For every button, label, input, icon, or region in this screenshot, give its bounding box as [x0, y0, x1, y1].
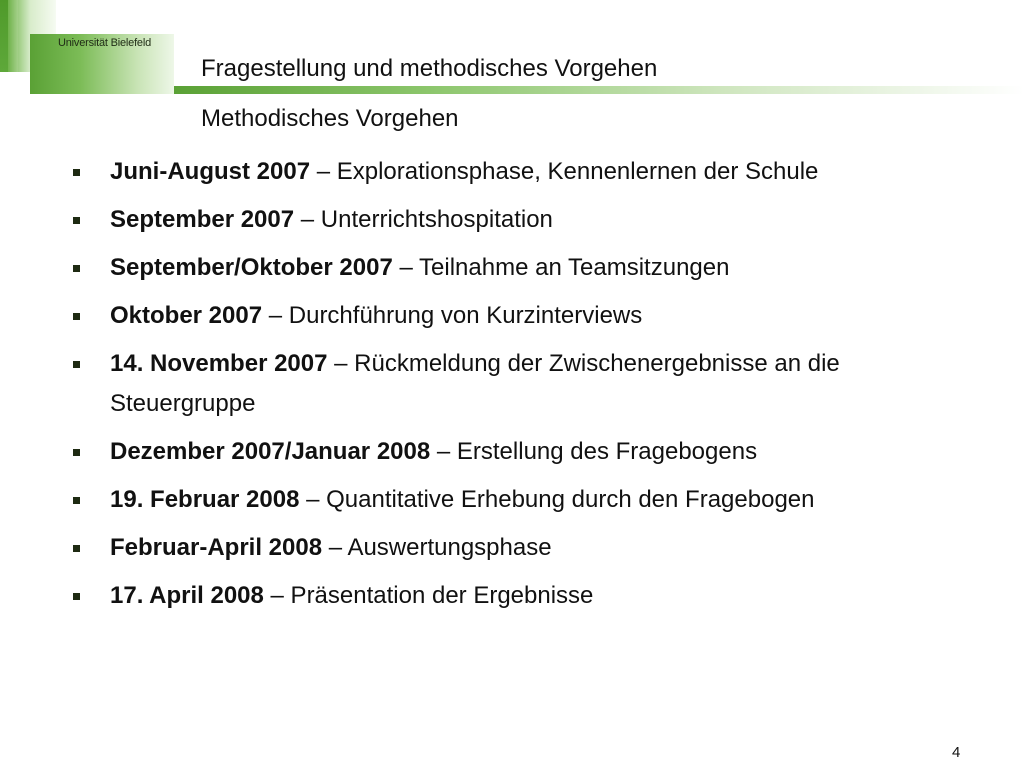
- bullet-date: 14. November 2007: [110, 350, 328, 377]
- header-decoration: [0, 0, 1024, 100]
- list-item: [70, 528, 970, 568]
- list-item: [70, 152, 970, 192]
- bullet-marker-icon: [73, 545, 80, 552]
- bullet-marker-icon: [73, 313, 80, 320]
- list-item: [70, 432, 970, 472]
- bullet-marker-icon: [73, 361, 80, 368]
- page-number: 4: [952, 744, 961, 761]
- bullet-text: – Unterrichtshospitation: [294, 206, 553, 233]
- list-item: [70, 200, 970, 240]
- header-stripe: [8, 0, 18, 72]
- bullet-marker-icon: [73, 169, 80, 176]
- slide-subtitle: Methodisches Vorgehen: [201, 105, 459, 132]
- list-item: [70, 480, 970, 520]
- university-logo-text: Universität Bielefeld: [58, 37, 152, 49]
- list-item: [70, 296, 970, 336]
- bullet-text: – Auswertungsphase: [322, 534, 552, 561]
- bullet-text: – Explorationsphase, Kennenlernen der Schule: [310, 158, 819, 185]
- list-item: [70, 576, 970, 616]
- bullet-marker-icon: [73, 449, 80, 456]
- header-gradient-band: [174, 86, 1024, 94]
- bullet-marker-icon: [73, 217, 80, 224]
- bullet-date: Oktober 2007: [110, 302, 263, 329]
- header-stripe: [18, 0, 30, 72]
- bullet-text: – Durchführung von Kurzinterviews: [262, 302, 643, 329]
- list-item: [70, 344, 970, 424]
- bullet-text: – Quantitative Erhebung durch den Fragebogen: [299, 486, 815, 513]
- bullet-date: September/Oktober 2007: [110, 254, 393, 281]
- bullet-text: – Teilnahme an Teamsitzungen: [392, 254, 730, 281]
- slide-title: Fragestellung und methodisches Vorgehen: [201, 55, 658, 82]
- bullet-date: 17. April 2008: [110, 582, 264, 609]
- bullet-text: – Präsentation der Ergebnisse: [263, 582, 594, 609]
- bullet-marker-icon: [73, 497, 80, 504]
- bullet-date: Februar-April 2008: [110, 534, 323, 561]
- bullet-text: – Rückmeldung der Zwischenergebnisse an die Steuergruppe: [110, 350, 840, 417]
- bullet-marker-icon: [73, 593, 80, 600]
- bullet-date: Juni-August 2007: [110, 158, 311, 185]
- bullet-date: Dezember 2007/Januar 2008: [110, 438, 431, 465]
- bullet-list: [70, 152, 970, 624]
- header-stripe: [0, 0, 8, 72]
- bullet-date: 19. Februar 2008: [110, 486, 300, 513]
- bullet-date: September 2007: [110, 206, 295, 233]
- bullet-marker-icon: [73, 265, 80, 272]
- header-stripe: [30, 0, 56, 34]
- list-item: [70, 248, 970, 288]
- bullet-text: – Erstellung des Fragebogens: [430, 438, 758, 465]
